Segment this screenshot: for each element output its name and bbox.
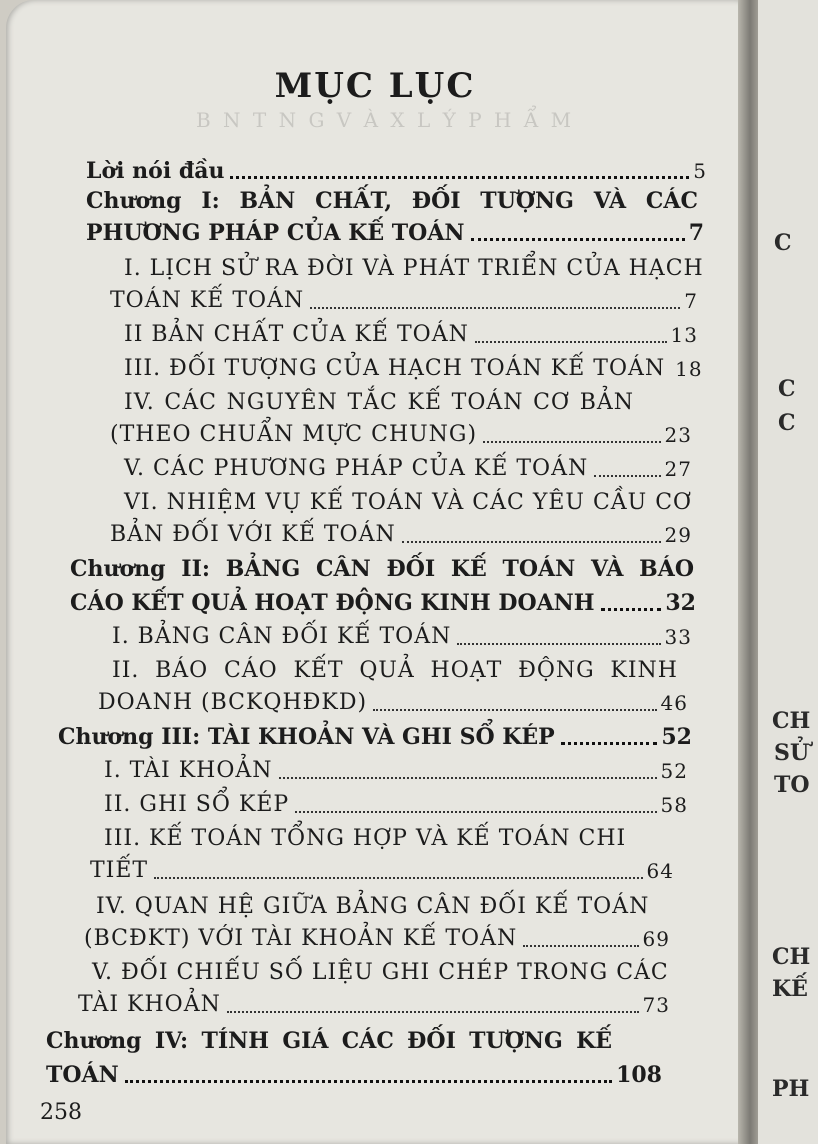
next-page-fragment: KẾ xyxy=(772,976,808,1002)
toc-section-2-2-line1: II. BÁO CÁO KẾT QUẢ HOẠT ĐỘNG KINH xyxy=(112,658,678,683)
next-page-fragment: C xyxy=(778,410,796,436)
toc-section-3-5: TÀI KHOẢN 73 xyxy=(78,992,670,1017)
show-through-text: B N T N G V À X L Ý P H Ẩ M xyxy=(196,108,575,132)
toc-section-1-6-line1: VI. NHIỆM VỤ KẾ TOÁN VÀ CÁC YÊU CẦU CƠ xyxy=(124,490,693,515)
toc-entry-preface: Lời nói đầu 5 xyxy=(86,158,706,184)
toc-chapter-3: Chương III: TÀI KHOẢN VÀ GHI SỔ KÉP 52 xyxy=(58,724,692,750)
toc-section-3-3-line1: III. KẾ TOÁN TỔNG HỢP VÀ KẾ TOÁN CHI xyxy=(104,826,627,851)
toc-section-3-2: II. GHI SỔ KÉP 58 xyxy=(104,792,688,817)
book-page xyxy=(6,0,744,1144)
next-page-edge xyxy=(758,0,818,1144)
toc-chapter-1-line1: Chương I: BẢN CHẤT, ĐỐI TƯỢNG VÀ CÁC xyxy=(86,188,698,214)
next-page-fragment: C xyxy=(778,376,796,402)
toc-section-2-2: DOANH (BCKQHĐKD) 46 xyxy=(98,690,688,715)
next-page-fragment: CH xyxy=(772,944,811,970)
toc-section-1-1: TOÁN KẾ TOÁN 7 xyxy=(110,288,698,313)
toc-chapter-2-line1: Chương II: BẢNG CÂN ĐỐI KẾ TOÁN VÀ BÁO xyxy=(70,556,694,582)
book-gutter xyxy=(738,0,760,1144)
toc-section-1-5: V. CÁC PHƯƠNG PHÁP CỦA KẾ TOÁN 27 xyxy=(124,456,692,481)
toc-section-1-2: II BẢN CHẤT CỦA KẾ TOÁN 13 xyxy=(124,322,698,347)
next-page-fragment: SỬ xyxy=(774,740,810,766)
toc-section-3-4-line1: IV. QUAN HỆ GIỮA BẢNG CÂN ĐỐI KẾ TOÁN xyxy=(96,894,650,919)
next-page-fragment: CH xyxy=(772,708,811,734)
toc-section-3-1: I. TÀI KHOẢN 52 xyxy=(104,758,688,783)
toc-section-2-1: I. BẢNG CÂN ĐỐI KẾ TOÁN 33 xyxy=(112,624,692,649)
toc-section-3-4: (BCĐKT) VỚI TÀI KHOẢN KẾ TOÁN 69 xyxy=(84,926,670,951)
next-page-fragment: PH xyxy=(772,1076,810,1102)
toc-chapter-1: PHƯƠNG PHÁP CỦA KẾ TOÁN 7 xyxy=(86,220,704,246)
page-title: MỤC LỤC xyxy=(274,66,476,106)
toc-section-3-3: TIẾT 64 xyxy=(90,858,674,883)
next-page-fragment: C xyxy=(774,230,792,256)
toc-section-1-3: III. ĐỐI TƯỢNG CỦA HẠCH TOÁN KẾ TOÁN 18 xyxy=(124,356,703,381)
toc-section-1-4-line1: IV. CÁC NGUYÊN TẮC KẾ TOÁN CƠ BẢN xyxy=(124,390,634,415)
toc-section-1-4: (THEO CHUẨN MỰC CHUNG) 23 xyxy=(110,422,692,447)
page-number: 258 xyxy=(40,1100,82,1125)
toc-section-1-6: BẢN ĐỐI VỚI KẾ TOÁN 29 xyxy=(110,522,692,547)
toc-chapter-2: CÁO KẾT QUẢ HOẠT ĐỘNG KINH DOANH 32 xyxy=(70,590,696,616)
next-page-fragment: TO xyxy=(774,772,810,798)
toc-section-1-1-line1: I. LỊCH SỬ RA ĐỜI VÀ PHÁT TRIỂN CỦA HẠCH xyxy=(124,256,704,281)
toc-section-3-5-line1: V. ĐỐI CHIẾU SỐ LIỆU GHI CHÉP TRONG CÁC xyxy=(92,960,669,985)
toc-chapter-4: TOÁN 108 xyxy=(46,1062,662,1088)
toc-chapter-4-line1: Chương IV: TÍNH GIÁ CÁC ĐỐI TƯỢNG KẾ xyxy=(46,1028,612,1054)
